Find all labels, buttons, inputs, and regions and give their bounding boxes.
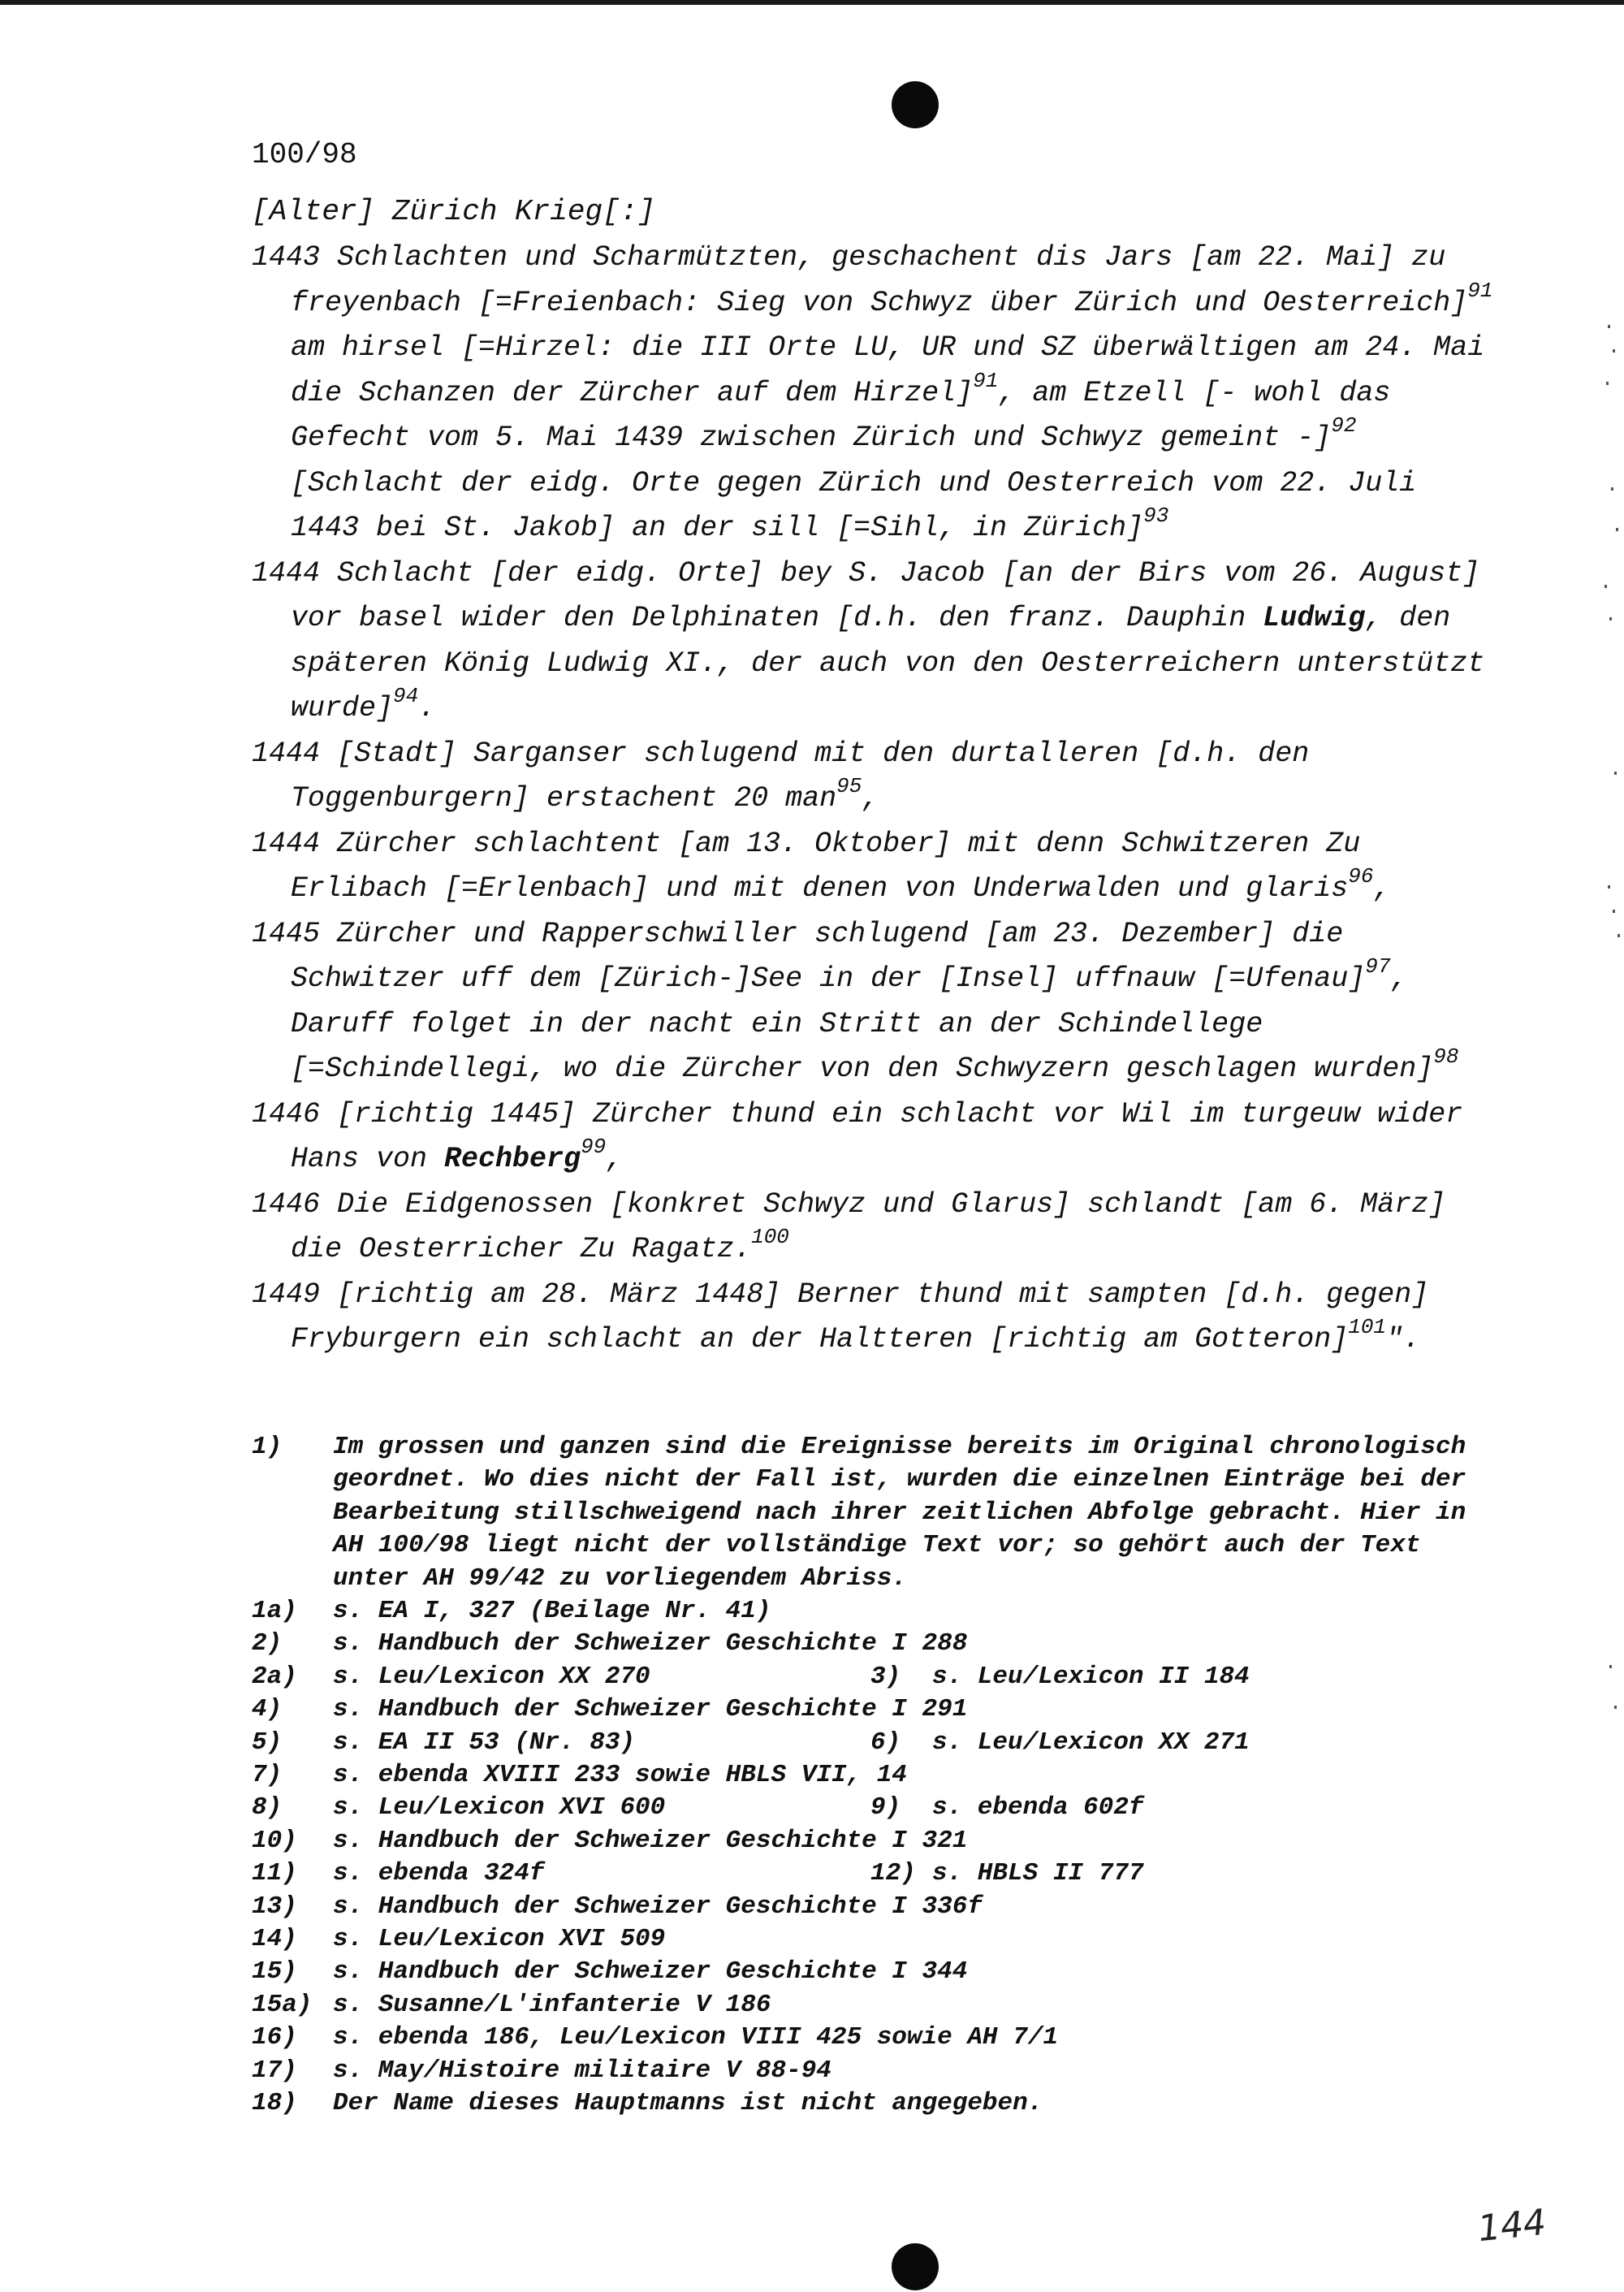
handwritten-page-number: 144: [1475, 2201, 1548, 2251]
entry-1445-ufenau: 1445 Zürcher und Rapperschwiller schlugend [am 23. Dezember] die Schwitzer uff dem [Zürich-]See in der [Insel] uffnauw [=Ufenau]$^{97}$, Daruff folget in der nacht ein Stritt an der Schindellege [=Schindellegi, wo die Zürcher von den Schwyzern geschlagen wurden]$^{98}$: [252, 917, 1459, 1085]
footnote-row: 2a) s. Leu/Lexicon XX 270 3) s. Leu/Lexicon II 184: [252, 1662, 1250, 1691]
entry-1443: 1443 Schlachten und Scharmützten, geschachent dis Jars [am 22. Mai] zu freyenbach [=Freienbach: Sieg von Schwyz über Zürich und Oesterreich]$^{91}$ am hirsel [=Hirzel: die III Orte LU, UR und SZ überwältigen am 24. Mai die Schanzen der Zürcher auf dem Hirzel]$^{91}$, am Etzell [- wohl das Gefecht vom 5. Mai 1439 zwischen Zürich und Schwyz gemeint -]$^{92}$ [Schlacht der eidg. Orte gegen Zürich und Oesterreich vom 22. Juli 1443 bei St. Jakob] an der sill [=Sihl, in Zürich]$^{93}$: [252, 241, 1493, 544]
entry-1444-sargans: 1444 [Stadt] Sarganser schlugend mit den durtalleren [d.h. den Toggenburgern] erstachent 20 man$^{95}$,: [252, 737, 1310, 815]
footnote-row: 16) s. ebenda 186, Leu/Lexicon VIII 425 sowie AH 7/1: [252, 2023, 1058, 2052]
footnote-row: 14) s. Leu/Lexicon XVI 509: [252, 1924, 666, 1953]
entry-1446-wil: 1446 [richtig 1445] Zürcher thund ein schlacht vor Wil im turgeuw wider Hans von Rechberg$^{99}$,: [252, 1097, 1463, 1175]
section-heading: [Alter] Zürich Krieg[:]: [252, 195, 655, 228]
footnote-row: 15a) s. Susanne/L'infanterie V 186: [252, 1990, 771, 2019]
punch-hole-top: [892, 81, 939, 128]
entry-1446-ragatz: 1446 Die Eidgenossen [konkret Schwyz und Glarus] schlandt [am 6. März] die Oesterricher Zu Ragatz.$^{100}$: [252, 1187, 1446, 1265]
footnote-row: 5) s. EA II 53 (Nr. 83) 6) s. Leu/Lexicon XX 271: [252, 1728, 1250, 1757]
footnote-row: 11) s. ebenda 324f 12) s. HBLS II 777: [252, 1859, 1144, 1888]
punch-hole-bottom: [892, 2243, 939, 2290]
footnote-row: 7) s. ebenda XVIII 233 sowie HBLS VII, 14: [252, 1760, 907, 1789]
footnote-row: 13) s. Handbuch der Schweizer Geschichte I 336f: [252, 1892, 983, 1921]
entry-1444-basel: 1444 Schlacht [der eidg. Orte] bey S. Jacob [an der Birs vom 26. August] vor basel wider den Delphinaten [d.h. den franz. Dauphin Ludwig, den späteren König Ludwig XI., der auch von den Oesterreichern unterstützt wurde]$^{94}$.: [252, 556, 1485, 724]
page-number: 100/98: [252, 138, 357, 171]
entry-1444-erlenbach: 1444 Zürcher schlachtent [am 13. Oktober] mit denn Schwitzeren Zu Erlibach [=Erlenbach] und mit denen von Underwalden und glaris$^{96}$,: [252, 827, 1391, 905]
entry-1449-gotteron: 1449 [richtig am 28. März 1448] Berner thund mit sampten [d.h. gegen] Fryburgern ein schlacht an der Haltteren [richtig am Gotteron]$^{101}$".: [252, 1278, 1429, 1356]
footnote-1: 1) Im grossen und ganzen sind die Ereignisse bereits im Original chronologisch geordnet. Wo dies nicht der Fall ist, wurden die einzelnen Einträge bei der Bearbeitung stillschweigend nach ihrer zeitlichen Abfolge gebracht. Hier in AH 100/98 liegt nicht der vollständige Text vor; so gehört auch der Text unter AH 99/42 zu vorliegendem Abriss.: [252, 1433, 1466, 1593]
footnote-row: 8) s. Leu/Lexicon XVI 600 9) s. ebenda 602f: [252, 1793, 1144, 1823]
footnote-row: 15) s. Handbuch der Schweizer Geschichte I 344: [252, 1957, 968, 1987]
footnote-row: 10) s. Handbuch der Schweizer Geschichte I 321: [252, 1826, 968, 1855]
page-top-edge: [0, 0, 1624, 5]
footnote-row: 17) s. May/Histoire militaire V 88-94: [252, 2056, 831, 2085]
scan-speckles: [1600, 0, 1624, 2292]
footnote-row: 1a) s. EA I, 327 (Beilage Nr. 41): [252, 1597, 771, 1626]
footnote-row: 18) Der Name dieses Hauptmanns ist nicht angegeben.: [252, 2088, 1043, 2117]
footnotes: [252, 1431, 1494, 2120]
footnote-row: 4) s. Handbuch der Schweizer Geschichte I 291: [252, 1695, 968, 1724]
chronicle-entries: [252, 236, 1494, 1363]
footnote-row: 2) s. Handbuch der Schweizer Geschichte I 288: [252, 1629, 968, 1658]
